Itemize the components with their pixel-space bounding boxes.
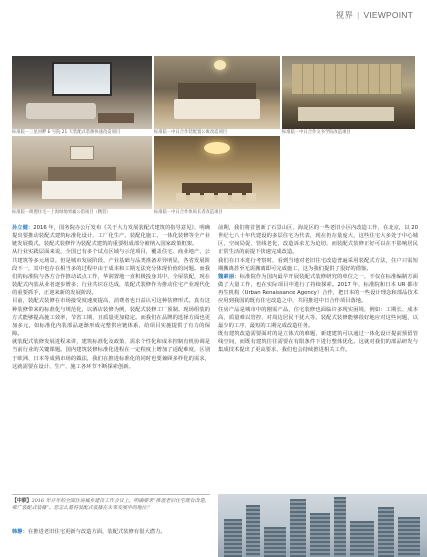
paragraph: 既有建筑改造需要面对的是立体式的难题，新建建筑可以通过一体化设计提前预留管线空间，而既有建筑往往需要在有限条件下进行整体优化。这就对我们的部品研发与集成技术提出了更高要求，我们也会持续推进相关工作。 bbox=[218, 331, 418, 354]
photo-dining-room bbox=[154, 136, 280, 209]
section-separator: | bbox=[357, 10, 360, 20]
photo-kitchen bbox=[282, 56, 415, 129]
photo-bedroom-2 bbox=[12, 136, 152, 209]
paragraph: 孙立健：2016 年，国务院办公厅发布《关于大力发展装配式建筑的指导意见》，明确提出要推动装配式建筑标准化设计、工厂化生产、装配化施工、一体化装修等全产业链发展模式。装配式装修作为装配式建筑的重要组成部分被纳入国家政策框架。 bbox=[12, 225, 210, 248]
speaker-name: 韩静： bbox=[12, 529, 28, 535]
paragraph: 从行业实践层面来说，全国已有多个试点区域与示范项目，覆盖住宅、商业地产、公共建筑等多元场景。但是城市发展阶段、产业基础与品类准备差异明显，各省发展阶段不一，其中也存在相当多的过程中由于成本和工期无法充分体现价值的问题。而我们的标准院与各方合作推动试点工作，华润置地一直积极投身其中，全屋装配，现在装配式内装从业者逐步增多；行业共识在达成，装配式装修作为推动住宅产业现代化的重要抓手，正迎来新的发展阶段。 bbox=[12, 249, 210, 297]
section-label: 视界 bbox=[335, 10, 354, 20]
editor-question: 【中联】2016 年开年的全国住房城乡建设工作会议上，明确要求“推进老旧住宅既有改造，推广装配式装修”。您怎么看待装配式装修在未来发展中的地位？ bbox=[12, 494, 210, 513]
answer-line: 韩静：在推进老旧住宅更新与改造方面，装配式装修有很大潜力。 bbox=[12, 529, 166, 535]
speaker-name: 孙立健： bbox=[12, 225, 34, 231]
paragraph: 魏素丽：标准院作为国内最早开展装配式装修研究的单位之一，不仅在标准编制方面做了大量工作，也在实际项目中进行了持续探索。2017 年，标准院和日本 UR 都市再生机构（Urban Renaissance Agency）合作，把日本的一些设计理念和部品技术应用到我国的既有住宅改造之中，共同推进中日合作项目落地。 bbox=[218, 273, 418, 305]
paragraph: 目前，装配式装修在市场接受度速度提高，消费者也日益认可这种装修形式。真有这种装修带来的标准化与规范化，以酒店装修为例，装配式装修工厂预制、现场组装的方式能够提高施工效率，节省工期、且质量更加稳定。而我们在品牌的选择方面也更加多元，如标准化内装部品逐渐形成完整供应链体系，给项目实施提供了有力的保障。 bbox=[12, 298, 210, 338]
photo-bedroom bbox=[154, 56, 280, 129]
photo-caption: 标准院－中日合作文书学院改造项目 bbox=[282, 130, 351, 135]
speaker-name: 魏素丽： bbox=[218, 273, 240, 280]
paragraph: 我们在日本进行考察时，看到当地对老旧住宅改造普遍采用装配式方法，住户只需短期搬离甚至无需搬离即可完成施工，这为我们提供了很好的借鉴。 bbox=[218, 257, 418, 272]
editor-tag: 【中联】 bbox=[12, 498, 32, 504]
paragraph: 就装配式装修发展进程来讲，建筑标准化及政策、需求个性化和成本控制有机协调是当前行业的关键课题。国内建筑装修标准化进程在一定程度上增加了适配难度，区别于欧洲、日本等成熟市场的做法，我们在推进标准化的同时也要兼顾多样化的需求，这就需要在设计、生产、施工各环节不断探索创新。 bbox=[12, 339, 210, 370]
section-label-en: VIEWPOINT bbox=[363, 10, 413, 20]
section-header bbox=[336, 8, 413, 22]
photo-living-room bbox=[12, 56, 152, 129]
article-column-left bbox=[12, 224, 210, 371]
photo-caption: 标准院－中日合作体质长者改造项目 bbox=[154, 210, 223, 215]
paragraph: 住房产品是城市中的刚需产品，住宅装修也面临许多现实困境，例如：工期长、成本高、质量难以管控、对周边居民干扰大等。装配式装修能够很好地应对这些问题，以最少的工序、最短的工期完成改造任务。 bbox=[218, 306, 418, 329]
photo-caption: 标准院－三星河畔 E 号院 21 天装配式装修快速改造项目 bbox=[12, 130, 121, 135]
article-column-right bbox=[218, 224, 418, 355]
city-skyline-image bbox=[218, 494, 427, 557]
paragraph: 前期，我们将首创新了石景山区、海淀区的一些老旧小区内改造工作，在北京，以 20 世纪七八十年代建设的多层住宅为代表，现在仍存量庞大，这些住宅大多处于中心城区，空间局促、管线老化，改造诉求尤为迫切，而装配式装修正好可以在不影响居民正常生活的前提下快速完成改造。 bbox=[218, 225, 418, 256]
photo-caption: 标准院－中日合作装配置公寓改造项目 bbox=[154, 130, 228, 135]
photo-caption: 标准院－朗德住宅－上海绿地果赢公馆项目（精装） bbox=[12, 210, 111, 215]
